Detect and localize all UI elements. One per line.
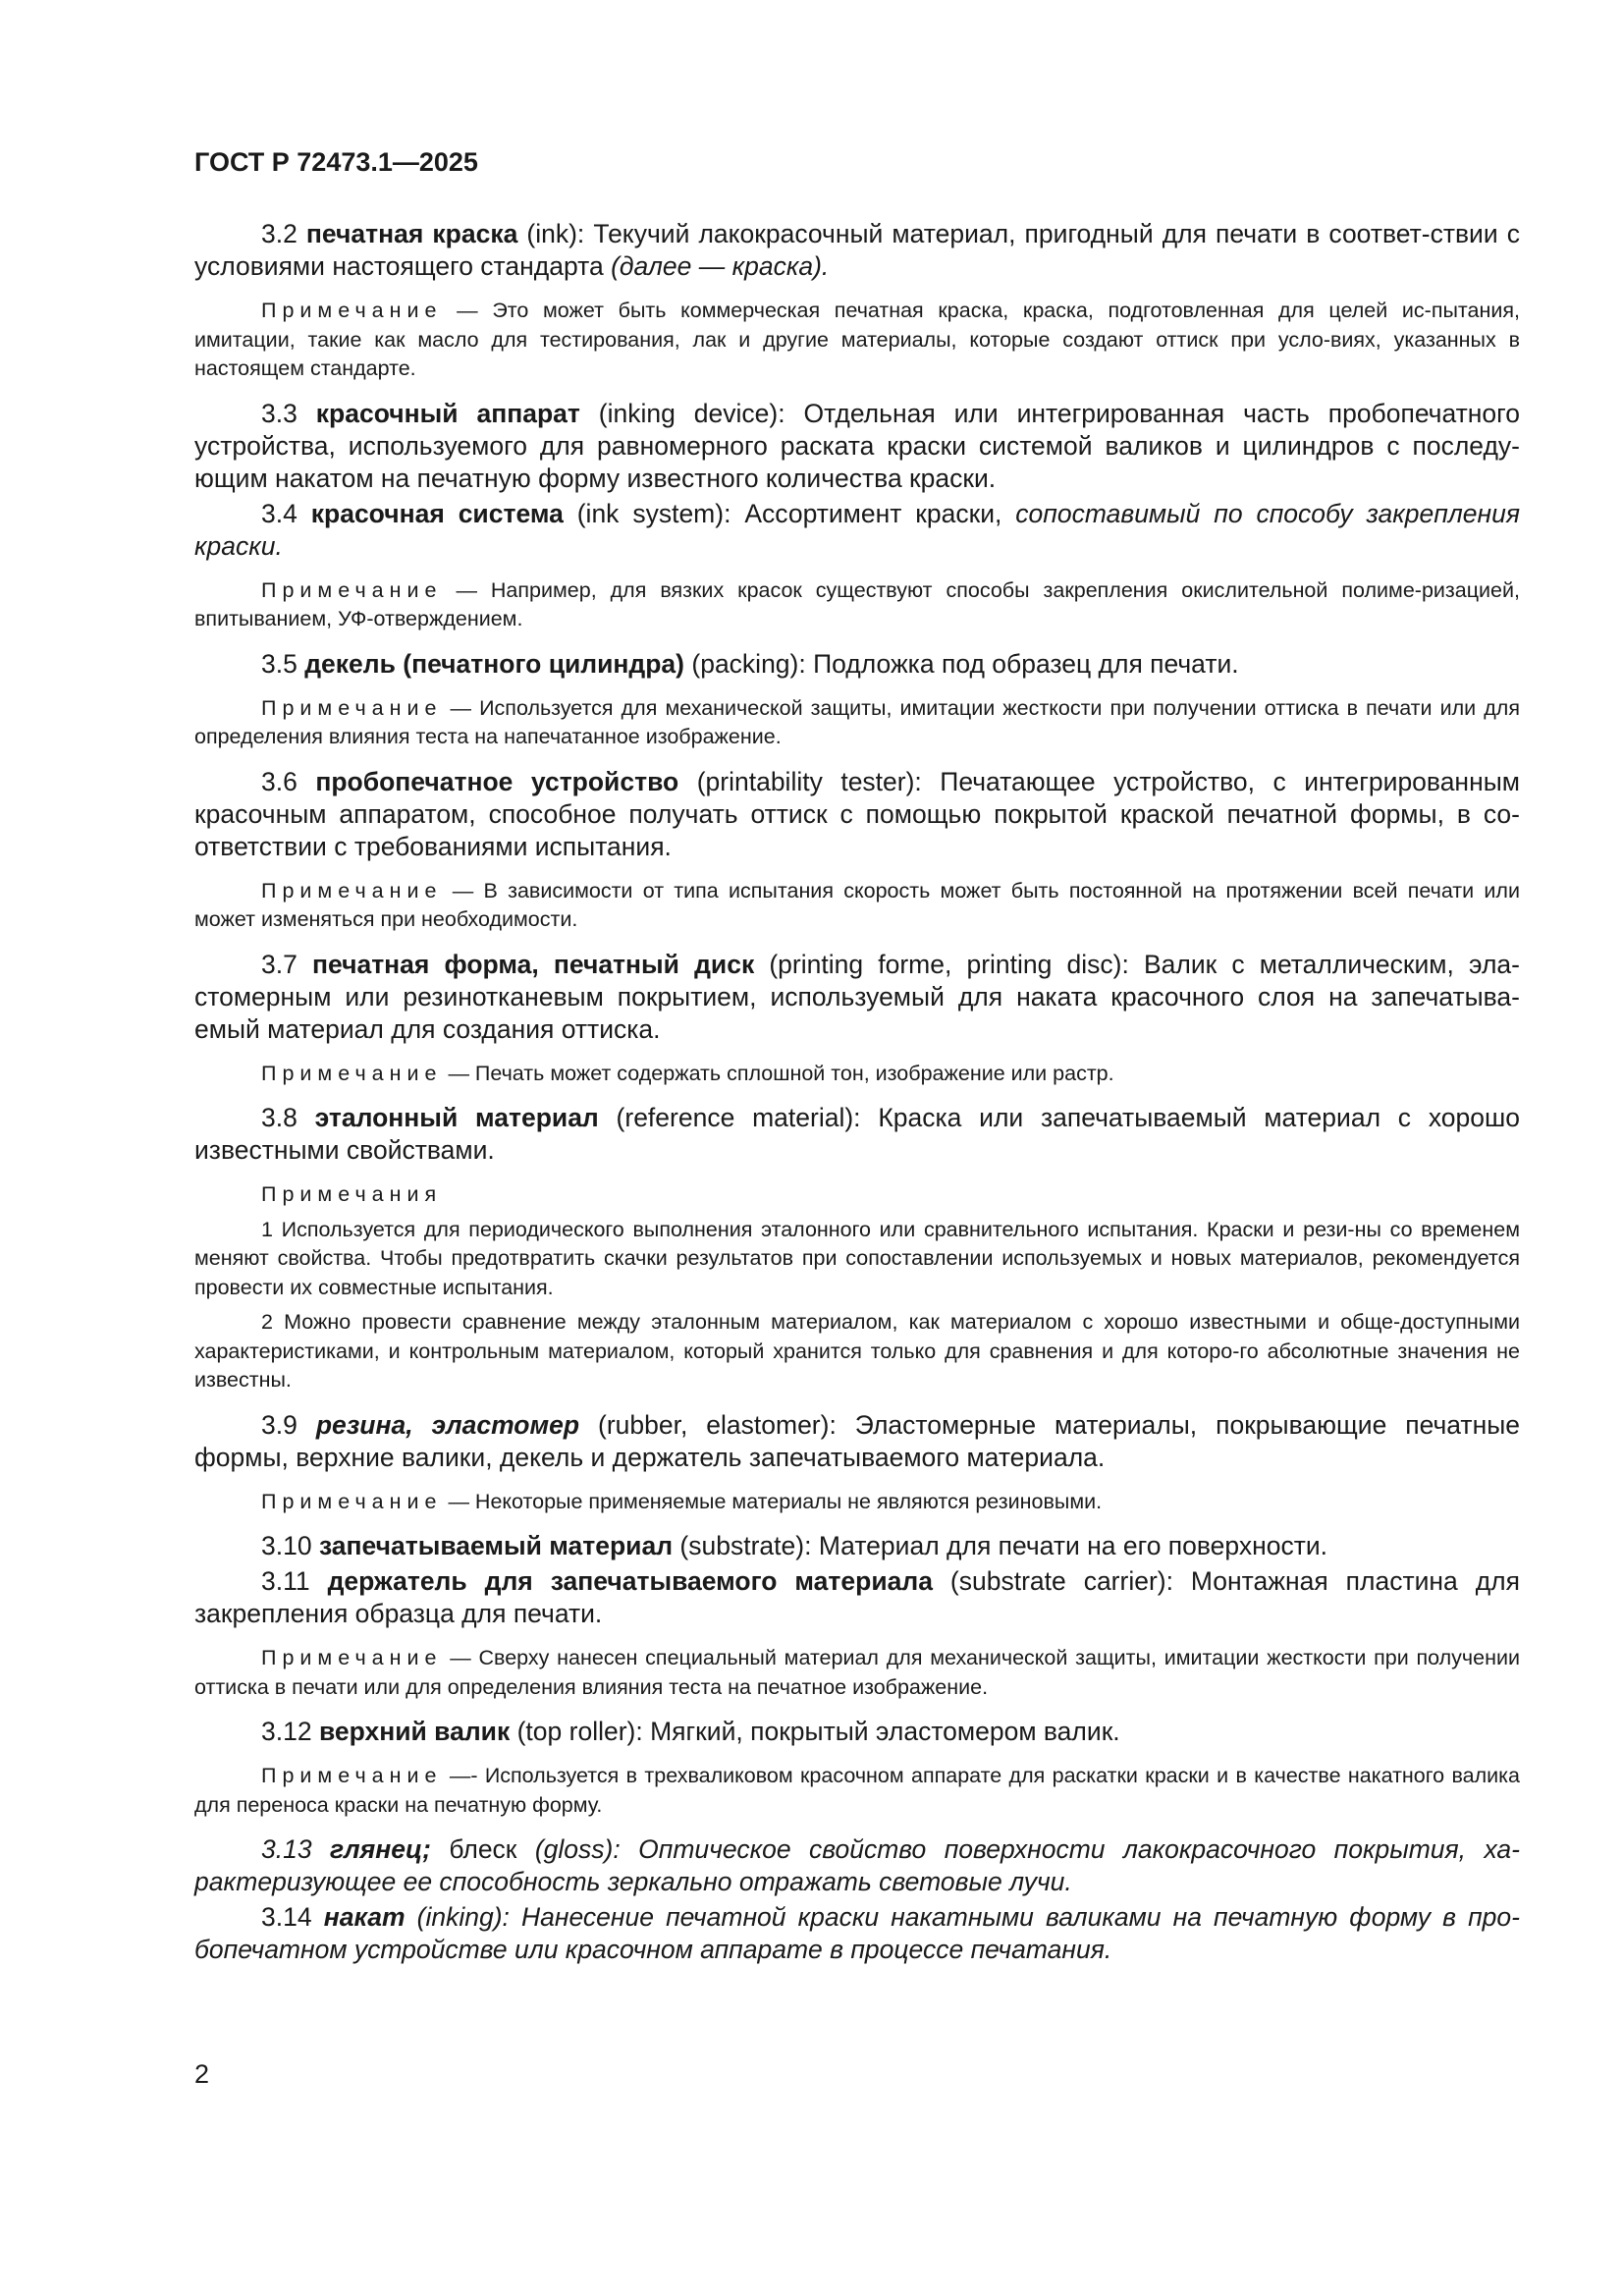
note-text: —- Используется в трехваликовом красочном аппарате для раскатки краски и в качестве накатного валика для переноса краски на печатную форму. [194, 1764, 1520, 1817]
note-text: — Печать может содержать сплошной тон, изображение или растр. [448, 1061, 1114, 1085]
term-english: (inking device): [598, 398, 804, 428]
term-definition: Краска или запечатываемый материал с хорошо известными свойствами. [194, 1103, 1520, 1165]
term-definition: Печатающее устройство, с интегрированным красочным аппаратом, способное получать оттиск с помощью покрытой краской печатной формы, в со-ответствии с требованиями испытания. [194, 766, 1520, 861]
terms-section [194, 218, 1520, 1969]
term-number: 3.9 [261, 1409, 298, 1440]
term-number: 3.12 [261, 1717, 312, 1746]
notes-label: Примечания [261, 1182, 443, 1206]
term-definition: Нанесение печатной краски накатными валиками на печатную форму в про-бопечатном устройстве или красочном аппарате в процессе печатания. [194, 1902, 1520, 1964]
term-number: 3.14 [261, 1902, 312, 1932]
term-english: (substrate carrier): [949, 1566, 1191, 1596]
note-text: — Некоторые применяемые материалы не являются резиновыми. [448, 1489, 1103, 1513]
note-label: Примечание [261, 878, 443, 902]
term-number: 3.7 [261, 949, 298, 979]
note-text: — Это может быть коммерческая печатная краска, краска, подготовленная для целей ис-пытания, имитации, такие как масло для тестирования, лак и другие материалы, которые создают оттиск при усло-виях, указанных в настоящем стандарте. [194, 299, 1520, 380]
term-3-9 [194, 1409, 1520, 1474]
term-definition: Материал для печати на его поверхности. [818, 1531, 1328, 1560]
term-name: эталонный материал [314, 1103, 599, 1132]
term-definition-italic: сопоставимый по способу закрепления краски. [194, 498, 1520, 561]
term-english: (packing): [691, 648, 814, 679]
note-3-8-2: 2 Можно провести сравнение между эталонным материалом, как материалом с хорошо известными и обще-доступными характеристиками, и контрольным материалом, который хранится только для сравнения и для которо-го абсолютные значения не известны. [194, 1310, 1520, 1392]
term-english: (ink): [526, 219, 594, 248]
term-3-5 [194, 648, 1520, 681]
term-definition: Монтажная пластина для закрепления образца для печати. [194, 1566, 1520, 1628]
term-3-7 [194, 949, 1520, 1046]
term-definition: Мягкий, покрытый эластомером валик. [650, 1717, 1120, 1746]
term-name: печатная форма, печатный диск [311, 949, 755, 979]
term-definition-italic: (далее — краска). [611, 251, 830, 281]
note-text: — Сверху нанесен специальный материал для механической защиты, имитации жесткости при получении оттиска в печати или для определения влияния теста на печатное изображение. [194, 1646, 1520, 1699]
term-3-6 [194, 766, 1520, 863]
note-3-5 [194, 694, 1520, 752]
term-english: (inking): [416, 1902, 522, 1932]
term-english: (printability tester): [696, 766, 941, 796]
note-label: Примечание [261, 577, 443, 602]
term-name: верхний валик [318, 1717, 511, 1746]
page-number: 2 [194, 2059, 210, 2089]
term-name: держатель для запечатываемого материала [327, 1566, 933, 1596]
term-number: 3.2 [261, 219, 298, 248]
term-definition: Ассортимент краски, [744, 498, 1016, 528]
term-definition: Валик с металлическим, эла-стомерным или резинотканевым покрытием, используемый для наката красочного слоя на запечатыва-емый материал для создания оттиска. [194, 949, 1520, 1044]
term-number: 3.8 [261, 1103, 298, 1132]
term-english: (rubber, elastomer): [598, 1409, 855, 1440]
note-label: Примечание [261, 1764, 443, 1787]
term-name: пробопечатное устройство [315, 766, 679, 796]
note-label: Примечание [261, 1646, 443, 1669]
term-definition: Оптическое свойство поверхности лакокрасочного покрытия, ха-рактеризующее ее способность зеркально отражать световые лучи. [194, 1834, 1520, 1896]
note-label: Примечание [261, 1489, 443, 1513]
term-name: запечатываемый материал [318, 1531, 674, 1560]
term-3-4 [194, 498, 1520, 563]
note-3-9 [194, 1488, 1520, 1517]
term-english: (ink system): [576, 498, 745, 528]
term-alternative: блеск [430, 1834, 535, 1864]
term-number: 3.5 [261, 648, 298, 679]
term-number: 3.13 [261, 1834, 312, 1864]
note-text: — Например, для вязких красок существуют способы закрепления окислительной полиме-ризацией, впитыванием, УФ-отверждением. [194, 577, 1521, 630]
term-number: 3.11 [261, 1566, 310, 1596]
note-3-8-1: 1 Используется для периодического выполнения эталонного или сравнительного испытания. Краски и рези-ны со временем меняют свойства. Чтобы предотвратить скачки результатов при сопоставлении используемых и новых материалов, рекомендуется провести их совместные испытания. [194, 1217, 1520, 1299]
term-3-12 [194, 1716, 1520, 1748]
note-text: — В зависимости от типа испытания скорость может быть постоянной на протяжении всей печати или может изменяться при необходимости. [194, 878, 1520, 931]
note-label: Примечание [261, 695, 443, 720]
term-3-10 [194, 1530, 1520, 1562]
term-name: резина, эластомер [315, 1409, 580, 1440]
term-name: красочный аппарат [315, 398, 580, 428]
term-number: 3.3 [261, 398, 298, 428]
term-name: накат [323, 1902, 406, 1932]
term-name: печатная краска [305, 219, 518, 248]
term-3-2 [194, 218, 1520, 283]
term-3-14 [194, 1901, 1520, 1966]
term-3-13 [194, 1833, 1520, 1898]
note-3-2 [194, 297, 1520, 384]
term-number: 3.6 [261, 766, 298, 796]
term-definition: Отдельная или интегрированная часть пробопечатного устройства, используемого для равномерного раската краски системой валиков и цилиндров с последу-ющим накатом на печатную форму известного количества краски. [194, 398, 1520, 493]
term-3-8 [194, 1102, 1520, 1167]
note-3-12 [194, 1762, 1520, 1820]
term-definition: Текучий лакокрасочный материал, пригодный для печати в соответ-ствии с условиями настоящего стандарта [194, 219, 1520, 281]
note-3-11 [194, 1644, 1520, 1702]
term-name: декель (печатного цилиндра) [304, 648, 684, 679]
note-label: Примечание [261, 1061, 443, 1085]
note-3-6 [194, 877, 1520, 935]
term-english: (gloss): [534, 1834, 639, 1864]
term-english: (substrate): [679, 1531, 819, 1560]
note-label: Примечание [261, 299, 443, 322]
term-name: глянец; [330, 1834, 431, 1864]
term-english: (reference material): [616, 1103, 879, 1132]
term-3-11 [194, 1565, 1520, 1630]
term-number: 3.10 [261, 1531, 312, 1560]
note-3-7 [194, 1060, 1520, 1089]
term-name: красочная система [310, 498, 564, 528]
term-definition: Подложка под образец для печати. [813, 648, 1239, 679]
term-english: (printing forme, printing disc): [769, 949, 1144, 979]
term-english: (top roller): [516, 1717, 651, 1746]
term-3-3 [194, 398, 1520, 495]
note-text: — Используется для механической защиты, имитации жесткости при получении оттиска в печати или для определения влияния теста на напечатанное изображение. [194, 695, 1520, 748]
term-definition: Эластомерные материалы, покрывающие печатные формы, верхние валики, декель и держатель запечатываемого материала. [194, 1409, 1520, 1472]
term-number: 3.4 [261, 498, 298, 528]
document-code: ГОСТ Р 72473.1—2025 [194, 147, 478, 177]
notes-heading-3-8 [194, 1180, 1520, 1210]
note-3-4 [194, 576, 1520, 634]
